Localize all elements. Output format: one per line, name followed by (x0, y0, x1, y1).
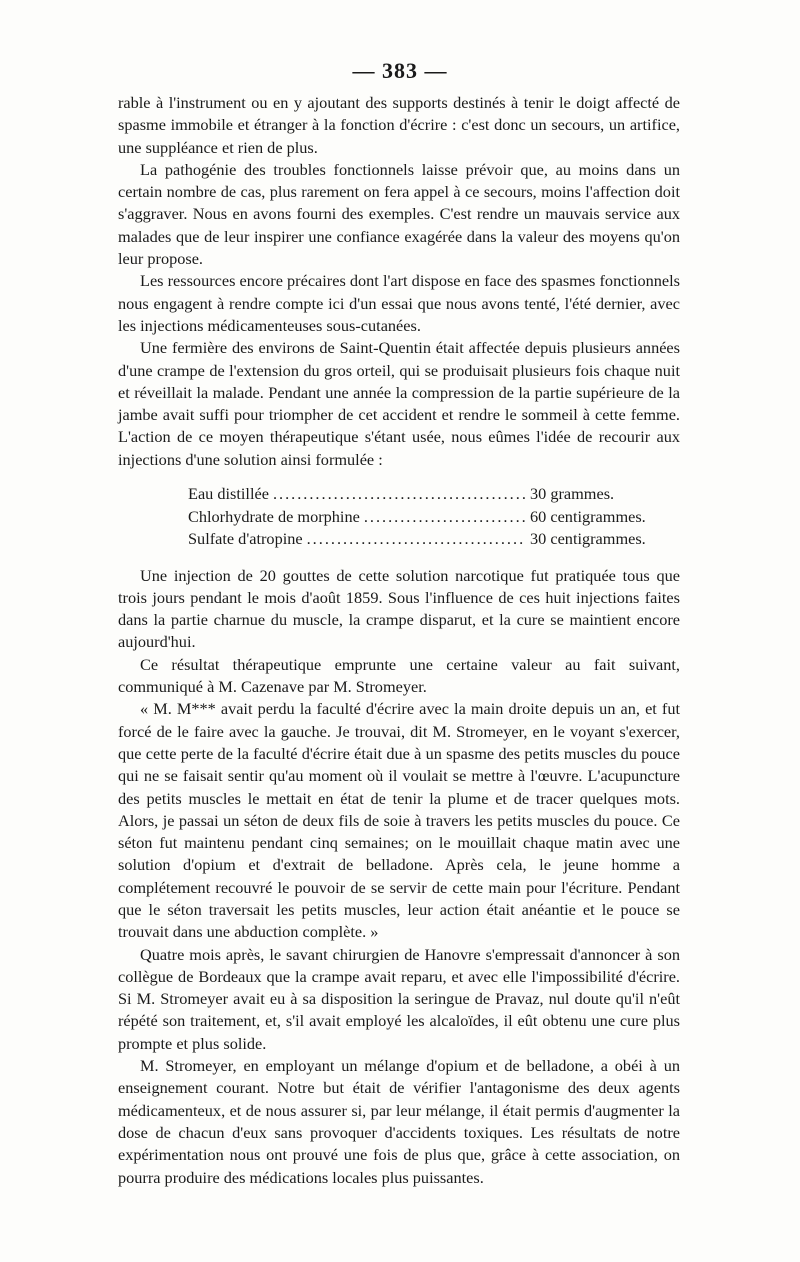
paragraph: La pathogénie des troubles fonctionnels laisse prévoir que, au moins dans un certain nombre de cas, plus rarement on fera appel à ce secours, moins l'affection doit s'aggraver. Nous en avons fourni des exemples. C'est rendre un mauvais service aux malades que de leur inspirer une confiance exagérée dans la valeur des moyens qu'on leur propose. (118, 159, 680, 269)
leader-dots (273, 483, 526, 505)
formula-row (188, 506, 658, 529)
ingredient-quantity: 60 centigrammes. (530, 506, 646, 526)
formula-table (188, 483, 658, 551)
ingredient-quantity: 30 centigrammes. (530, 529, 646, 549)
paragraph: M. Stromeyer, en employant un mélange d'opium et de belladone, a obéi à un enseignement courant. Notre but était de vérifier l'antagonisme des deux agents médicamenteux, et de nous assurer si, par leur mélange, il était permis d'augmenter la dose de chacun d'eux sans provoquer d'accidents toxiques. Les résultats de notre expérimentation nous ont prouvé une fois de plus que, grâce à cette association, on pourra produire des médications locales plus puissantes. (118, 1056, 680, 1187)
ingredient-name: Sulfate d'atropine (188, 529, 303, 549)
paragraph: Ce résultat thérapeutique emprunte une certaine valeur au fait suivant, communiqué à M. Cazenave par M. Stromeyer. (118, 654, 680, 697)
leader-dots (307, 528, 526, 550)
body-text (118, 92, 680, 1189)
formula-row (188, 483, 658, 506)
paragraph: Quatre mois après, le savant chirurgien de Hanovre s'empressait d'annoncer à son collègue de Bordeaux que la crampe avait reparu, et avec elle l'impossibilité d'écrire. Si M. Stromeyer avait eu à sa disposition la seringue de Pravaz, nul doute qu'il n'eût répété son traitement, et, s'il avait employé les alcaloïdes, il eût obtenu une cure plus prompte et plus solide. (118, 944, 680, 1053)
paragraph: Une injection de 20 gouttes de cette solution narcotique fut pratiquée tous que trois jours pendant le mois d'août 1859. Sous l'influence de ces huit injections faites dans la partie charnue du muscle, la crampe disparut, et la cure se maintient encore aujourd'hui. (118, 565, 680, 652)
paragraph: rable à l'instrument ou en y ajoutant des supports destinés à tenir le doigt affecté de spasme immobile et étranger à la fonction d'écrire : c'est donc un secours, un artifice, une suppléance et rien de plus. (118, 93, 680, 157)
ingredient-quantity: 30 grammes. (530, 484, 615, 504)
ingredient-name: Chlorhydrate de morphine (188, 506, 360, 526)
paragraph: Les ressources encore précaires dont l'art dispose en face des spasmes fonctionnels nous engagent à rendre compte ici d'un essai que nous avons tenté, l'été dernier, avec les injections médicamenteuses sous-cutanées. (118, 271, 680, 335)
quoted-paragraph: « M. M*** avait perdu la faculté d'écrire avec la main droite depuis un an, et fut forcé de le faire avec la gauche. Je trouvai, dit M. Stromeyer, en le voyant s'exercer, que cette perte de la faculté d'écrire était due à un spasme des petits muscles du pouce qui ne se faisait sentir qu'au moment où il voulait se mettre à l'œuvre. L'acupuncture des petits muscles le mettait en état de tenir la plume et de tracer quelques mots. Alors, je passai un séton de deux fils de soie à travers les petits muscles du pouce. Ce séton fut maintenu pendant cinq semaines; on le mouillait chaque matin avec une solution d'opium et d'extrait de belladone. Après cela, le jeune homme a complétement recouvré le pouvoir de se servir de cette main pour l'écriture. Pendant que le séton traversait les petits muscles, leur action était anéantie et le pouce se trouvait dans une abduction complète. » (118, 699, 680, 942)
paragraph: Une fermière des environs de Saint-Quentin était affectée depuis plusieurs années d'une crampe de l'extension du gros orteil, qui se produisait plusieurs fois chaque nuit et réveillait la malade. Pendant une année la compression de la partie supérieure de la jambe avait suffi pour triompher de cet accident et rendre le sommeil à cette femme. L'action de ce moyen thérapeutique s'étant usée, nous eûmes l'idée de recourir aux injections d'une solution ainsi formulée : (118, 338, 680, 469)
page-number: — 383 — (352, 58, 448, 83)
ingredient-name: Eau distillée (188, 484, 269, 504)
leader-dots (364, 506, 526, 528)
formula-row (188, 528, 658, 551)
